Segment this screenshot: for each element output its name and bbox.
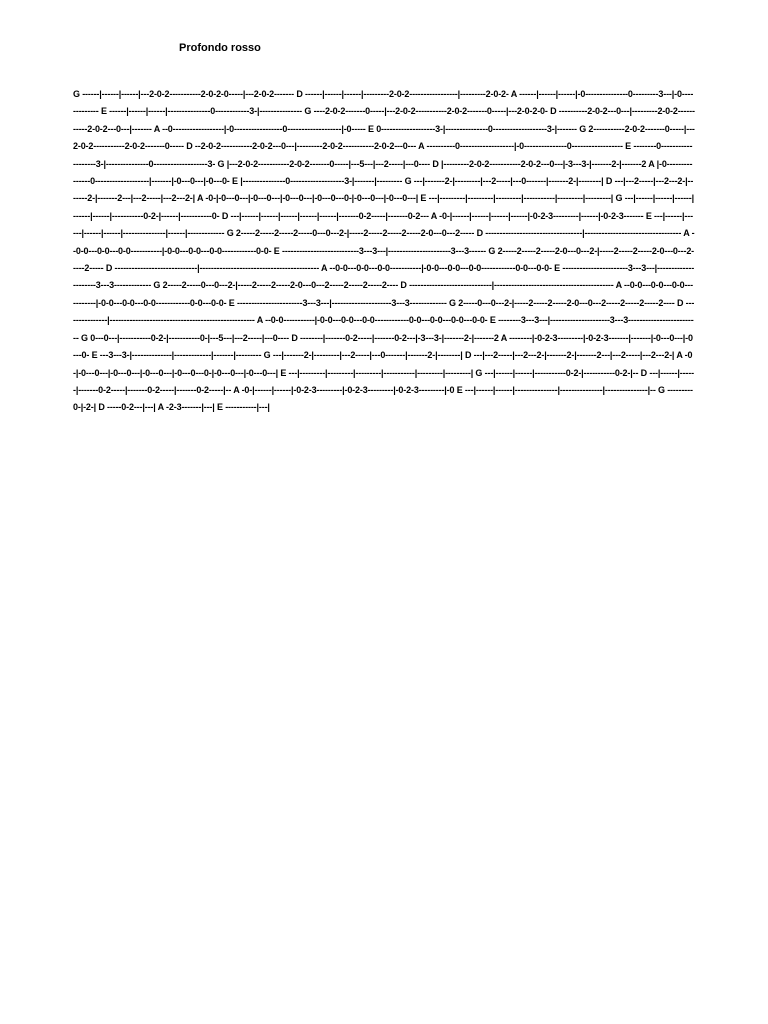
document-title: Profondo rosso [179, 42, 261, 54]
tablature-text: G ------|------|------|---2-0-2-----------2-0-2-0-----|---2-0-2------- D ------|------|------|---------2-0-2-----------------|---------2-0-2- A ------|------|------|-0---------------0---------3---|-0------------- E ------|------|------|---------------0------------3-|--------------- G ----2-0-2-------0-----|---2-0-2-----------2-0-2-------0-----|---2-0-2-0- D ----------2-0-2---0---|---------2-0-2-----------2-0-2---0---|------- A --0------------------|-0-----------------0-------------------|-0----- E 0-------------------3-|---------------0-------------------3-|------- G 2-----------2-0-2-------0-----|---2-0-2-----------2-0-2-------0----- D --2-0-2-----------2-0-2---0---|---------2-0-2-----------2-0-2---0--- A ----------0-------------------|-0---------------0------------------ E --------0-------------------3-|---------------0-------------------3- G |---2-0-2-----------2-0-2-------0-----|---5---|---2-----|---0---- D |---------2-0-2-----------2-0-2---0---|-3---3-|-------2-|-------2 A |-0---------------0-------------------|-------|-0---0---|-0---0- E |---------------0-------------------3-|-------|--------- G ---|-------2-|---------|---2-----|---0-------|-------2-|--------| D ---|---2-----|---2---2-|-------2-|-------2---|---2-----|---2---2-| A -0-|-0---0---|-0---0---|-0---0---|-0---0---0-|-0---0---|-0---0---| E ---|---------|---------|---------|-----------|---------|---------| G ---|------|------|------|------|------|-----------0-2-|------|-----------0- D ---|------|------|------|------|------|-------0-2-----|-------0-2--- A -0-|------|------|------|------|-0-2-3---------|------|-0-2-3------- E ---|------|------|------|------|---------------|------|------------- G 2-----2-----2-----2-----0---0---2-|-----2-----2-----2-----2-0---0---2----- D ----------------------------------|---------------------------------- A --0-0---0-0---0-0-----------|-0-0---0-0---0-0------------0-0- E ---------------------------3---3---|----------------------3---3------ G 2-----2-----2-----2-0---0---2-|-----2-----2-----2-0---0---2-----2----- D -----------------------------|------------------------------------------ A --0-0---0-0---0-0-----------|-0-0---0-0---0-0------------0-0---0-0- E -----------------------3---3---|---------------------3---3------------- G 2-----2-----0---0---2-|-----2-----2-----2-0---0---2-----2-----2-----2---- D -----------------------------|------------------------------------------ A --0-0---0-0---0-0-----------|-0-0---0-0---0-0------------0-0---0-0- E -----------------------3---3---|---------------------3---3------------- G 2-----0---0---2-|-----2-----2-----2-0---0---2-----2-----2-----2---- D ---------------|--------------------------------------------------- A --0-0-----------|-0-0---0-0---0-0------------0-0---0-0---0-0---0-0- E --------3---3---|---------------------3---3------------------------- G 0---0---|-----------0-2-|-----------0-|---5---|---2-----|---0---- D --------|-------0-2-----|-------0-2---|-3---3-|-------2-|-------2 A --------|-0-2-3---------|-0-2-3-------|-------|-0---0---|-0---0- E ---3---3-|--------------|-------------|-------|--------- G ---|-------2-|---------|---2-----|---0-------|-------2-|--------| D ---|---2-----|---2---2-|-------2-|-------2---|---2-----|---2---2-| A -0-|-0---0---|-0---0---|-0---0---|-0---0---0-|-0---0---|-0---0---| E ---|---------|---------|---------|-----------|---------|---------| G ---|------|------|-----------0-2-|-----------0-2-|-- D ---|------|------|-------0-2-----|-------0-2-----|-------0-2-----|-- A -0-|------|------|-0-2-3---------|-0-2-3---------|-0-2-3---------|-0 E ---|------|------|---------------|---------------|---------------|-- G ---------0-|-2-| D -----0-2---|---| A -2-3-------|---| E -----------|---| [73, 89, 695, 413]
